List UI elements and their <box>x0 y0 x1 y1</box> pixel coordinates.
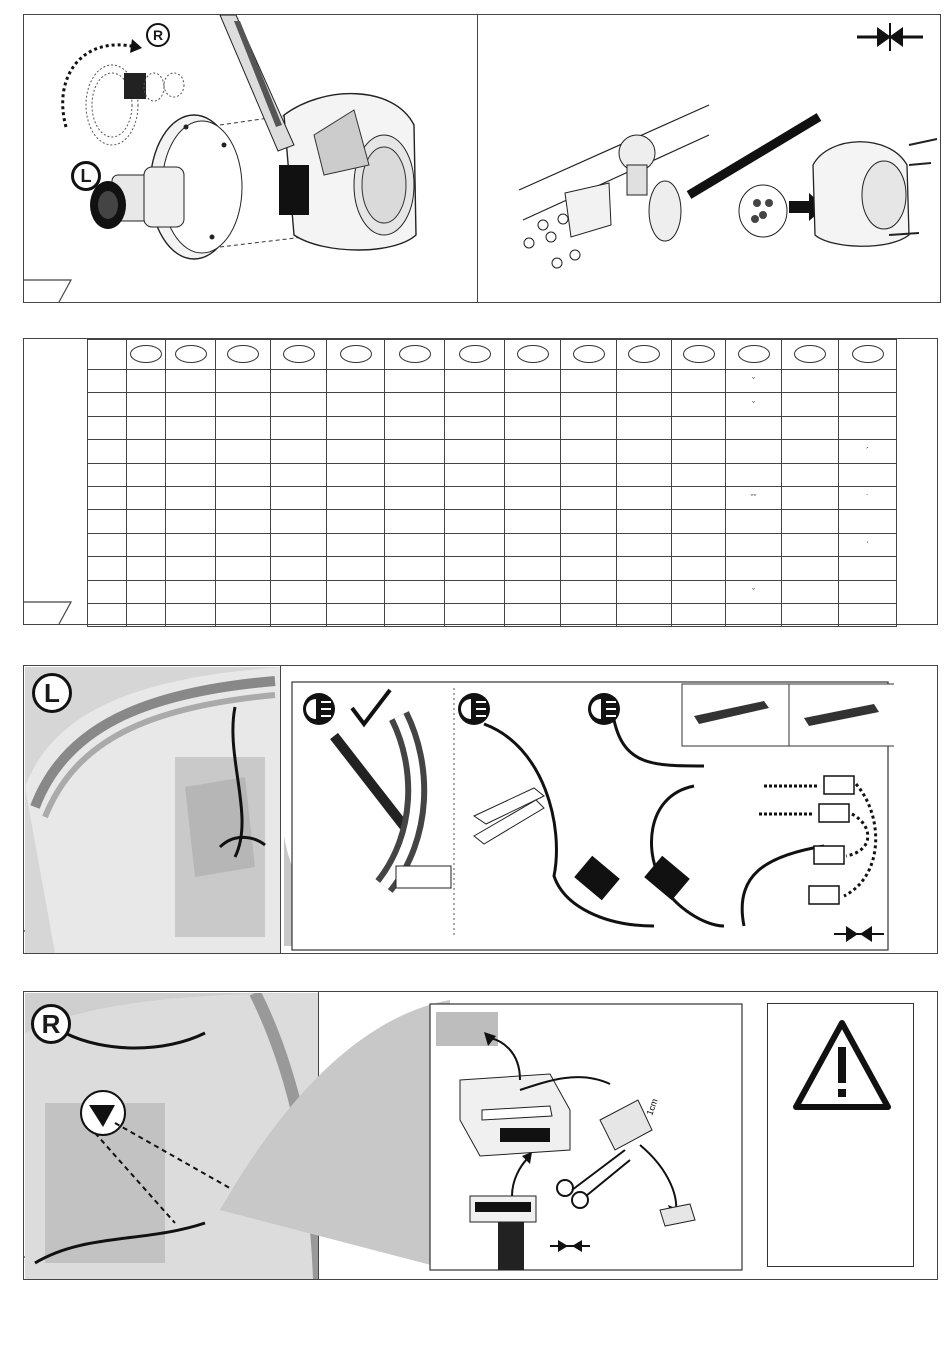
table-cell <box>782 440 839 463</box>
table-cell <box>839 416 897 439</box>
top-panel <box>23 14 941 303</box>
table-cell <box>327 603 385 626</box>
table-header-row <box>88 340 897 370</box>
table-cell <box>617 533 672 556</box>
table-cell <box>782 557 839 580</box>
table-cell <box>216 510 271 533</box>
table-cell <box>561 533 617 556</box>
table-cell <box>385 440 445 463</box>
warning-box <box>767 1003 914 1267</box>
table-cell <box>127 603 166 626</box>
table-cell <box>385 510 445 533</box>
table-cell <box>327 557 385 580</box>
table-cell <box>839 510 897 533</box>
table-cell <box>271 557 327 580</box>
pin-oval-icon <box>517 345 549 363</box>
table-cell <box>839 557 897 580</box>
pin-oval-icon <box>852 345 884 363</box>
table-corner-cell <box>88 340 127 370</box>
table-cell <box>782 510 839 533</box>
table-cell <box>327 510 385 533</box>
table-cell <box>445 533 505 556</box>
wiring-detail-callout <box>224 676 894 954</box>
table-cell <box>216 580 271 603</box>
table-cell <box>726 393 782 416</box>
table-cell <box>271 533 327 556</box>
row-label-cell <box>88 440 127 463</box>
table-cell <box>726 557 782 580</box>
table-mark: ˇˇ <box>750 493 757 504</box>
pin-oval-icon <box>683 345 715 363</box>
table-cell <box>561 393 617 416</box>
table-cell <box>726 510 782 533</box>
table-row <box>88 486 897 509</box>
pin-oval-icon <box>130 345 162 363</box>
pin-oval-icon <box>628 345 660 363</box>
table-cell <box>445 580 505 603</box>
table-cell <box>445 557 505 580</box>
table-cell <box>271 510 327 533</box>
pin-header-cell <box>839 340 897 370</box>
table-mark: ˇ <box>752 586 755 597</box>
table-cell <box>445 510 505 533</box>
table-cell <box>617 440 672 463</box>
table-cell <box>445 603 505 626</box>
table-cell <box>839 393 897 416</box>
table-cell <box>127 580 166 603</box>
table-cell <box>166 580 216 603</box>
table-cell <box>385 370 445 393</box>
table-cell <box>726 463 782 486</box>
table-cell <box>505 393 561 416</box>
pin-header-cell <box>726 340 782 370</box>
pin-oval-icon <box>573 345 605 363</box>
table-cell <box>726 370 782 393</box>
table-cell <box>327 370 385 393</box>
pin-header-cell <box>782 340 839 370</box>
table-cell <box>166 463 216 486</box>
table-cell <box>505 557 561 580</box>
pin-header-cell <box>561 340 617 370</box>
label-r: R <box>31 1004 71 1044</box>
table-cell <box>271 580 327 603</box>
table-cell <box>216 603 271 626</box>
table-cell <box>782 533 839 556</box>
table-mark: ˙ <box>866 493 869 504</box>
table-cell <box>327 393 385 416</box>
table-cell <box>617 486 672 509</box>
table-cell <box>617 416 672 439</box>
table-cell <box>505 440 561 463</box>
table-cell <box>127 463 166 486</box>
table-cell <box>561 510 617 533</box>
pin-header-cell <box>617 340 672 370</box>
table-cell <box>505 510 561 533</box>
table-cell <box>617 557 672 580</box>
table-row <box>88 416 897 439</box>
pin-oval-icon <box>283 345 315 363</box>
row-label-cell <box>88 463 127 486</box>
pin-oval-icon <box>175 345 207 363</box>
table-cell <box>127 393 166 416</box>
corner-tab <box>23 601 73 625</box>
table-cell <box>839 370 897 393</box>
panel-l <box>23 665 938 954</box>
row-label-cell <box>88 416 127 439</box>
table-cell <box>782 463 839 486</box>
table-cell <box>782 393 839 416</box>
pin-header-cell <box>445 340 505 370</box>
table-cell <box>839 580 897 603</box>
table-cell <box>166 603 216 626</box>
pin-oval-icon <box>738 345 770 363</box>
table-mark: ´ <box>866 446 869 457</box>
table-cell <box>271 440 327 463</box>
table-cell <box>505 486 561 509</box>
table-cell <box>127 370 166 393</box>
table-cell <box>327 533 385 556</box>
table-cell <box>617 510 672 533</box>
cm-label-text: 1cm <box>644 1097 660 1117</box>
table-cell <box>216 486 271 509</box>
table-cell <box>271 416 327 439</box>
table-cell <box>327 580 385 603</box>
table-cell <box>271 393 327 416</box>
pin-oval-icon <box>227 345 259 363</box>
table-cell <box>561 463 617 486</box>
table-row <box>88 393 897 416</box>
table-cell <box>561 370 617 393</box>
table-cell <box>561 416 617 439</box>
table-cell <box>216 370 271 393</box>
pin-header-cell <box>271 340 327 370</box>
pin-header-cell <box>672 340 726 370</box>
row-label-cell <box>88 510 127 533</box>
table-row <box>88 370 897 393</box>
table-cell <box>127 416 166 439</box>
row-label-cell <box>88 557 127 580</box>
pin-oval-icon <box>340 345 372 363</box>
table-cell <box>782 603 839 626</box>
table-row <box>88 557 897 580</box>
table-cell <box>561 440 617 463</box>
table-cell <box>127 510 166 533</box>
table-cell <box>726 603 782 626</box>
table-cell <box>505 463 561 486</box>
table-cell <box>216 393 271 416</box>
table-cell <box>445 463 505 486</box>
table-cell <box>726 486 782 509</box>
table-cell <box>839 440 897 463</box>
label-r-top: R <box>146 23 170 47</box>
table-cell <box>166 557 216 580</box>
table-cell <box>672 533 726 556</box>
pin-header-cell <box>127 340 166 370</box>
table-row <box>88 580 897 603</box>
table-cell <box>216 533 271 556</box>
table-cell <box>445 486 505 509</box>
table-cell <box>782 580 839 603</box>
table-cell <box>385 533 445 556</box>
table-cell <box>505 533 561 556</box>
table-cell <box>127 440 166 463</box>
table-mark: ˈ <box>866 539 869 550</box>
table-cell <box>617 463 672 486</box>
table-cell <box>127 557 166 580</box>
table-cell <box>672 510 726 533</box>
table-cell <box>216 463 271 486</box>
table-cell <box>166 533 216 556</box>
table-cell <box>385 393 445 416</box>
table-cell <box>385 603 445 626</box>
table-cell <box>166 440 216 463</box>
table-cell <box>561 486 617 509</box>
table-cell <box>617 580 672 603</box>
row-label-cell <box>88 603 127 626</box>
table-cell <box>385 580 445 603</box>
table-cell <box>672 486 726 509</box>
table-cell <box>385 416 445 439</box>
pin-header-cell <box>166 340 216 370</box>
table-cell <box>672 603 726 626</box>
table-cell <box>505 603 561 626</box>
pin-oval-icon <box>794 345 826 363</box>
table-cell <box>726 580 782 603</box>
table-cell <box>561 603 617 626</box>
table-cell <box>445 440 505 463</box>
module-install-callout <box>220 1000 750 1280</box>
table-cell <box>726 533 782 556</box>
table-cell <box>839 533 897 556</box>
table-cell <box>782 370 839 393</box>
table-row <box>88 440 897 463</box>
table-cell <box>726 416 782 439</box>
wiring-table <box>87 339 897 627</box>
table-cell <box>327 486 385 509</box>
table-cell <box>166 510 216 533</box>
table-cell <box>385 463 445 486</box>
table-cell <box>445 393 505 416</box>
table-cell <box>166 370 216 393</box>
table-cell <box>271 463 327 486</box>
table-cell <box>782 416 839 439</box>
towbar-socket-illustration <box>479 15 941 302</box>
pin-header-cell <box>505 340 561 370</box>
row-label-cell <box>88 486 127 509</box>
table-cell <box>672 393 726 416</box>
panel-r <box>23 991 938 1280</box>
table-cell <box>782 486 839 509</box>
table-cell <box>271 486 327 509</box>
table-cell <box>672 463 726 486</box>
table-cell <box>216 440 271 463</box>
row-label-cell <box>88 393 127 416</box>
table-cell <box>672 370 726 393</box>
table-cell <box>505 580 561 603</box>
table-row <box>88 510 897 533</box>
table-cell <box>327 416 385 439</box>
table-cell <box>166 416 216 439</box>
table-cell <box>505 370 561 393</box>
label-l: L <box>32 673 72 713</box>
table-mark: ˇ <box>752 376 755 387</box>
table-cell <box>672 580 726 603</box>
table-cell <box>127 533 166 556</box>
table-cell <box>327 463 385 486</box>
pin-oval-icon <box>459 345 491 363</box>
table-cell <box>839 486 897 509</box>
table-cell <box>561 557 617 580</box>
row-label-cell <box>88 370 127 393</box>
table-mark: ˇ <box>752 399 755 410</box>
table-cell <box>271 370 327 393</box>
row-label-cell <box>88 533 127 556</box>
table-cell <box>166 486 216 509</box>
table-cell <box>271 603 327 626</box>
table-cell <box>672 440 726 463</box>
pin-header-cell <box>327 340 385 370</box>
warning-triangle-icon <box>792 1019 892 1111</box>
table-cell <box>839 603 897 626</box>
table-row <box>88 603 897 626</box>
label-l-top: L <box>71 161 101 191</box>
socket-assembly-illustration <box>24 15 476 302</box>
table-cell <box>385 486 445 509</box>
table-cell <box>445 370 505 393</box>
table-cell <box>385 557 445 580</box>
table-cell <box>445 416 505 439</box>
table-cell <box>216 557 271 580</box>
panel-divider <box>477 15 478 303</box>
table-cell <box>672 557 726 580</box>
table-cell <box>617 393 672 416</box>
table-cell <box>726 440 782 463</box>
table-cell <box>617 603 672 626</box>
table-cell <box>505 416 561 439</box>
table-cell <box>216 416 271 439</box>
pin-header-cell <box>385 340 445 370</box>
table-cell <box>561 580 617 603</box>
pin-header-cell <box>216 340 271 370</box>
table-cell <box>127 486 166 509</box>
row-label-cell <box>88 580 127 603</box>
table-row <box>88 463 897 486</box>
table-cell <box>327 440 385 463</box>
table-cell <box>617 370 672 393</box>
table-cell <box>672 416 726 439</box>
table-cell <box>166 393 216 416</box>
pin-oval-icon <box>399 345 431 363</box>
table-cell <box>839 463 897 486</box>
table-row <box>88 533 897 556</box>
